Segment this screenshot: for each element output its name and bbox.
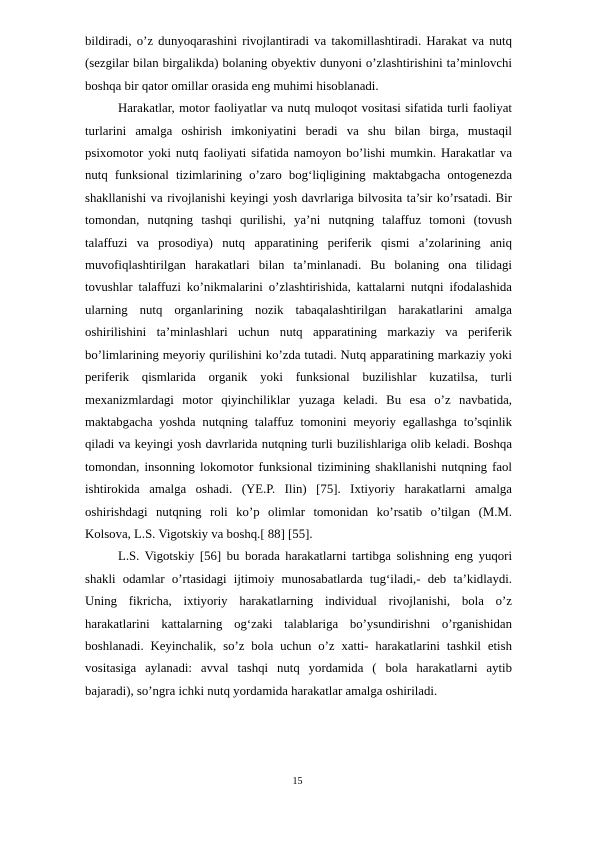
body-text: [85, 30, 512, 702]
page-number: 15: [292, 776, 303, 787]
paragraph-2: Harakatlar, motor faoliyatlar va nutq muloqot vositasi sifatida turli faoliyat turlarini amalga oshirish imkoniyatini beradi va shu bilan birga, mustaqil psixomotor yoki nutq faoliyati sifatida namoyon bo’lishi mumkin. Harakatlar va nutq funksional tizimlarining o’zaro bog‘liqligining maktabgacha ontogenezda shakllanishi va rivojlanishi keyingi yosh davrlariga bilvosita ta’sir ko’rsatadi. Bir tomondan, nutqning tashqi qurilishi, ya’ni nutqning talaffuz tomoni (tovush talaffuzi va prosodiya) nutq apparatining periferik qismi a’zolarining aniq muvofiqlashtirilgan harakatlari bilan ta’minlanadi. Bu bolaning ona tilidagi tovushlar talaffuzi ko’nikmalarini o’zlashtirishida, kattalarni nutqni ifodalashida ularning nutq organlarining nozik tabaqalashtirilgan harakatlarini amalga oshirilishini ta’minlashlari uchun nutq apparatining markaziy va periferik bo’limlarining meyoriy qurilishini ko’zda tutadi. Nutq apparatining markaziy yoki periferik qismlarida organik yoki funksional buzilishlar kuzatilsa, turli mexanizmlardagi motor qiyinchiliklar yuzaga keladi. Bu esa o’z navbatida, maktabgacha yoshda nutqning talaffuz tomonini meyoriy egallashga to’sqinlik qiladi va keyingi yosh davrlarida nutqning turli buzilishlariga olib keladi. Boshqa tomondan, insonning lokomotor funksional tizimining shakllanishi nutqning faol ishtirokida amalga oshadi. (YE.P. Ilin) [75]. Ixtiyoriy harakatlarni amalga oshirishdagi nutqning roli ko’p olimlar tomonidan ko’rsatib o’tilgan (M.M. Kolsova, L.S. Vigotskiy va boshq.[ 88] [55].: [85, 101, 512, 541]
paragraph-3: L.S. Vigotskiy [56] bu borada harakatlarni tartibga solishning eng yuqori shakli odamlar o’rtasidagi ijtimoiy munosabatlarda tug‘iladi,- deb ta’kidlaydi. Uning fikricha, ixtiyoriy harakatlarning individual rivojlanishi, bola o’z harakatlarini kattalarning og‘zaki talablariga bo’ysundirishni o’rganishidan boshlanadi. Keyinchalik, so’z bola uchun o’z xatti- harakatlarini tashkil etish vositasiga aylanadi: avval tashqi nutq yordamida ( bola harakatlarni aytib bajaradi), so’ngra ichki nutq yordamida harakatlar amalga oshiriladi.: [85, 549, 512, 698]
paragraph-1: bildiradi, o’z dunyoqarashini rivojlantiradi va takomillashtiradi. Harakat va nutq (sezgilar bilan birgalikda) bolaning obyektiv dunyoni o’zlashtirishini ta’minlovchi boshqa bir qator omillar orasida eng muhimi hisoblanadi.: [85, 34, 512, 93]
